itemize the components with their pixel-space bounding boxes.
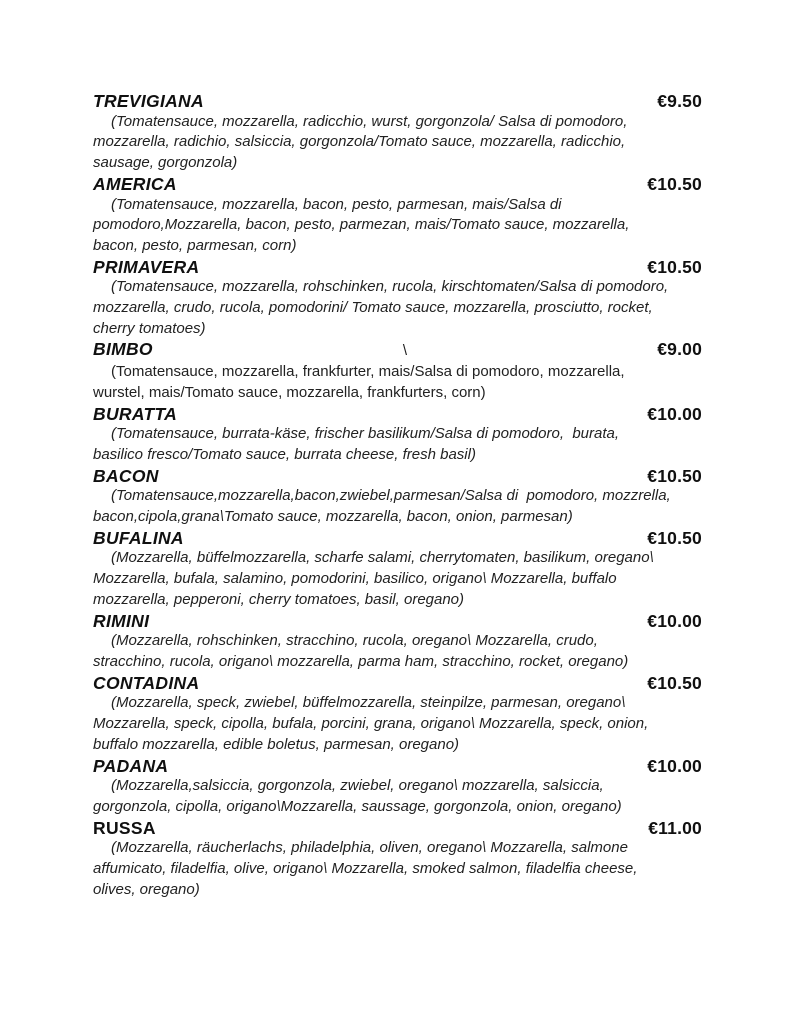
menu-item <box>93 673 702 756</box>
menu-item-header <box>93 466 702 487</box>
description-line: Mozzarella, speck, cipolla, bufala, porcini, grana, origano\ Mozzarella, speck, onion, <box>93 715 649 733</box>
menu-item-name: BIMBO <box>93 339 153 360</box>
description-line: (Tomatensauce,mozzarella,bacon,zwiebel,parmesan/Salsa di pomodoro, mozzrella, <box>111 487 671 505</box>
description-line: cherry tomatoes) <box>93 319 206 337</box>
description-line: Mozzarella, bufala, salamino, pomodorini, basilico, origano\ Mozzarella, buffalo <box>93 570 617 588</box>
description-line: mozzarella, pepperoni, cherry tomatoes, basil, oregano) <box>93 590 465 608</box>
menu-item-price: €10.50 <box>647 256 702 277</box>
menu-item-header <box>93 673 702 694</box>
description-line: bacon, pesto, parmesan, corn) <box>93 236 297 254</box>
menu-item-price: €10.50 <box>647 527 702 548</box>
description-line: (Tomatensauce, mozzarella, radicchio, wurst, gorgonzola/ Salsa di pomodoro, <box>111 112 628 130</box>
description-line: (Mozzarella, büffelmozzarella, scharfe salami, cherrytomaten, basilikum, oregano\ <box>111 549 654 567</box>
menu-item-header <box>93 818 702 839</box>
menu-item <box>93 174 702 257</box>
menu-item-price: €10.00 <box>647 610 702 631</box>
pizza-menu-list <box>93 91 702 900</box>
menu-item-description <box>93 424 702 465</box>
menu-item-header <box>93 174 702 195</box>
menu-item-name: RUSSA <box>93 817 156 838</box>
menu-item-name: BACON <box>93 465 159 486</box>
description-line: (Mozzarella,salsiccia, gorgonzola, zwiebel, oregano\ mozzarella, salsiccia, <box>111 777 604 795</box>
description-line: (Tomatensauce, mozzarella, rohschinken, rucola, kirschtomaten/Salsa di pomodoro, <box>111 278 669 296</box>
menu-item-name: CONTADINA <box>93 672 200 693</box>
menu-item-description <box>93 112 702 174</box>
menu-item <box>93 466 702 528</box>
menu-item-name: RIMINI <box>93 610 150 631</box>
description-line: stracchino, rucola, origano\ mozzarella, parma ham, stracchino, rocket, oregano) <box>93 652 629 670</box>
description-line: (Mozzarella, rohschinken, stracchino, rucola, oregano\ Mozzarella, crudo, <box>111 632 598 650</box>
menu-item-description <box>93 838 702 900</box>
description-line: (Tomatensauce, mozzarella, bacon, pesto, parmesan, mais/Salsa di <box>111 195 562 213</box>
description-line: (Mozzarella, speck, zwiebel, büffelmozzarella, steinpilze, parmesan, oregano\ <box>111 694 626 712</box>
menu-item <box>93 91 702 174</box>
description-line: affumicato, filadelfia, olive, origano\ Mozzarella, smoked salmon, filadelfia cheese, <box>93 860 638 878</box>
menu-item-description <box>93 486 702 527</box>
menu-item-name: BURATTA <box>93 403 178 424</box>
menu-item-description <box>93 548 702 610</box>
menu-item-price: €10.50 <box>647 173 702 194</box>
menu-item-price: €11.00 <box>648 817 702 838</box>
description-line: pomodoro,Mozzarella, bacon, pesto, parmezan, mais/Tomato sauce, mozzarella, <box>93 216 630 234</box>
menu-item <box>93 818 702 901</box>
menu-item-description <box>93 362 702 403</box>
description-line: (Tomatensauce, mozzarella, frankfurter, mais/Salsa di pomodoro, mozzarella, <box>111 363 625 381</box>
menu-item-name: AMERICA <box>93 173 177 194</box>
menu-item <box>93 756 702 818</box>
description-line: buffalo mozzarella, edible boletus, parmesan, oregano) <box>93 735 460 753</box>
description-line: (Mozzarella, räucherlachs, philadelphia, oliven, oregano\ Mozzarella, salmone <box>111 839 628 857</box>
description-line: olives, oregano) <box>93 880 200 898</box>
menu-item-description <box>93 693 702 755</box>
menu-item-header <box>93 611 702 632</box>
menu-item-description <box>93 277 702 339</box>
menu-item <box>93 404 702 466</box>
description-line: (Tomatensauce, burrata-käse, frischer basilikum/Salsa di pomodoro, burata, <box>111 425 620 443</box>
description-line: wurstel, mais/Tomato sauce, mozzarella, frankfurters, corn) <box>93 383 486 401</box>
description-line: sausage, gorgonzola) <box>93 154 238 172</box>
menu-item-description <box>93 776 702 817</box>
menu-item <box>93 339 702 403</box>
description-line: mozzarella, crudo, rucola, pomodorini/ Tomato sauce, mozzarella, prosciutto, rocket, <box>93 299 653 317</box>
stray-backslash-mark: \ <box>402 342 408 360</box>
menu-item-description <box>93 631 702 672</box>
menu-item <box>93 611 702 673</box>
menu-item-description <box>93 195 702 257</box>
menu-item-header <box>93 528 702 549</box>
description-line: gorgonzola, cipolla, origano\Mozzarella, saussage, gorgonzola, onion, oregano) <box>93 797 622 815</box>
menu-item-header <box>93 756 702 777</box>
menu-item-price: €10.00 <box>647 403 702 424</box>
menu-item-price: €9.00 <box>657 339 702 360</box>
menu-item-price: €9.50 <box>657 91 702 111</box>
menu-item-price: €10.50 <box>647 465 702 486</box>
menu-item-header <box>93 339 702 362</box>
menu-item-header <box>93 257 702 278</box>
menu-item <box>93 528 702 611</box>
menu-item-header <box>93 404 702 425</box>
menu-item-price: €10.00 <box>647 755 702 776</box>
menu-item-header <box>93 91 702 112</box>
description-line: bacon,cipola,grana\Tomato sauce, mozzarella, bacon, onion, parmesan) <box>93 508 573 526</box>
menu-item-name: TREVIGIANA <box>93 91 204 111</box>
menu-item-name: PRIMAVERA <box>93 256 200 277</box>
menu-item-price: €10.50 <box>647 672 702 693</box>
menu-item-name: PADANA <box>93 755 169 776</box>
description-line: mozzarella, radichio, salsiccia, gorgonzola/Tomato sauce, mozzarella, radicchio, <box>93 133 626 151</box>
description-line: basilico fresco/Tomato sauce, burrata cheese, fresh basil) <box>93 445 476 463</box>
menu-item <box>93 257 702 340</box>
menu-item-name: BUFALINA <box>93 527 184 548</box>
